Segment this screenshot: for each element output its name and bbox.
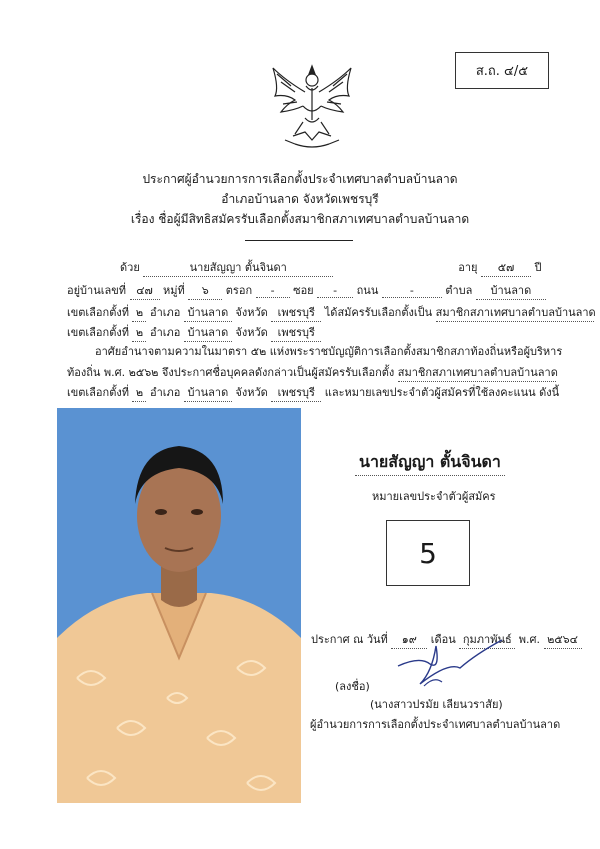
header-district: อำเภอบ้านลาด จังหวัดเพชรบุรี	[221, 192, 379, 206]
candidate-name: นายสัญญา ตั้นจินดา	[355, 450, 505, 476]
sign-label: (ลงชื่อ)	[335, 680, 370, 693]
body-line-2: อยู่บ้านเลขที่ ๔๗ หมู่ที่ ๖ ตรอก - ซอย - ถนน - ตำบล บ้านลาด	[67, 281, 546, 300]
para-2-line-1: อาศัยอำนาจตามความในมาตรา ๕๒ แห่งพระราชบัญญัติการเลือกตั้งสมาชิกสภาท้องถิ่นหรือผู้บริหาร	[95, 345, 563, 358]
para-2-line-3: เขตเลือกตั้งที่ ๒ อำเภอ บ้านลาด จังหวัด เพชรบุรี และหมายเลขประจำตัวผู้สมัครที่ใช้ลงคะแนน ดังนี้	[67, 383, 559, 402]
candidate-photo	[57, 408, 301, 803]
para-2-line-2: ท้องถิ่น พ.ศ. ๒๕๖๒ จึงประกาศชื่อบุคคลดังกล่าวเป็นผู้สมัครรับเลือกตั้ง สมาชิกสภาเทศบาลตำบลบ้านลาด	[67, 363, 556, 382]
divider	[245, 240, 353, 241]
announce-date: ประกาศ ณ วันที่ ๑๙ เดือน กุมภาพันธ์ พ.ศ. ๒๕๖๔	[311, 630, 582, 649]
body-line-1: ด้วย นายสัญญา ตั้นจินดา อายุ ๕๗ ปี	[120, 258, 541, 277]
candidate-number-box	[386, 520, 470, 586]
form-code-box	[455, 52, 549, 89]
portrait-image	[57, 408, 301, 803]
name-field: นายสัญญา ตั้นจินดา	[143, 258, 333, 277]
age-field: ๕๗	[481, 258, 531, 277]
form-code: ส.ถ. ๔/๕	[475, 64, 529, 79]
candidate-number: 5	[419, 536, 437, 570]
header-subject: เรื่อง ชื่อผู้มีสิทธิสมัครรับเลือกตั้งสมาชิกสภาเทศบาลตำบลบ้านลาด	[130, 212, 470, 226]
body-line-3: เขตเลือกตั้งที่ ๒ อำเภอ บ้านลาด จังหวัด เพชรบุรี ได้สมัครรับเลือกตั้งเป็น สมาชิกสภาเทศบาลตำบลบ้านลาด	[67, 303, 594, 322]
body-line-4: เขตเลือกตั้งที่ ๒ อำเภอ บ้านลาด จังหวัด เพชรบุรี	[67, 323, 321, 342]
signer-title: ผู้อำนวยการการเลือกตั้งประจำเทศบาลตำบลบ้านลาด	[310, 718, 561, 731]
header-title: ประกาศผู้อำนวยการการเลือกตั้งประจำเทศบาลตำบลบ้านลาด	[142, 172, 458, 186]
signer-name: (นางสาวปรมัย เลียนวราสัย)	[370, 698, 503, 711]
candidate-number-label: หมายเลขประจำตัวผู้สมัคร	[372, 490, 496, 503]
garuda-emblem-icon	[265, 60, 359, 152]
signature	[390, 636, 520, 696]
